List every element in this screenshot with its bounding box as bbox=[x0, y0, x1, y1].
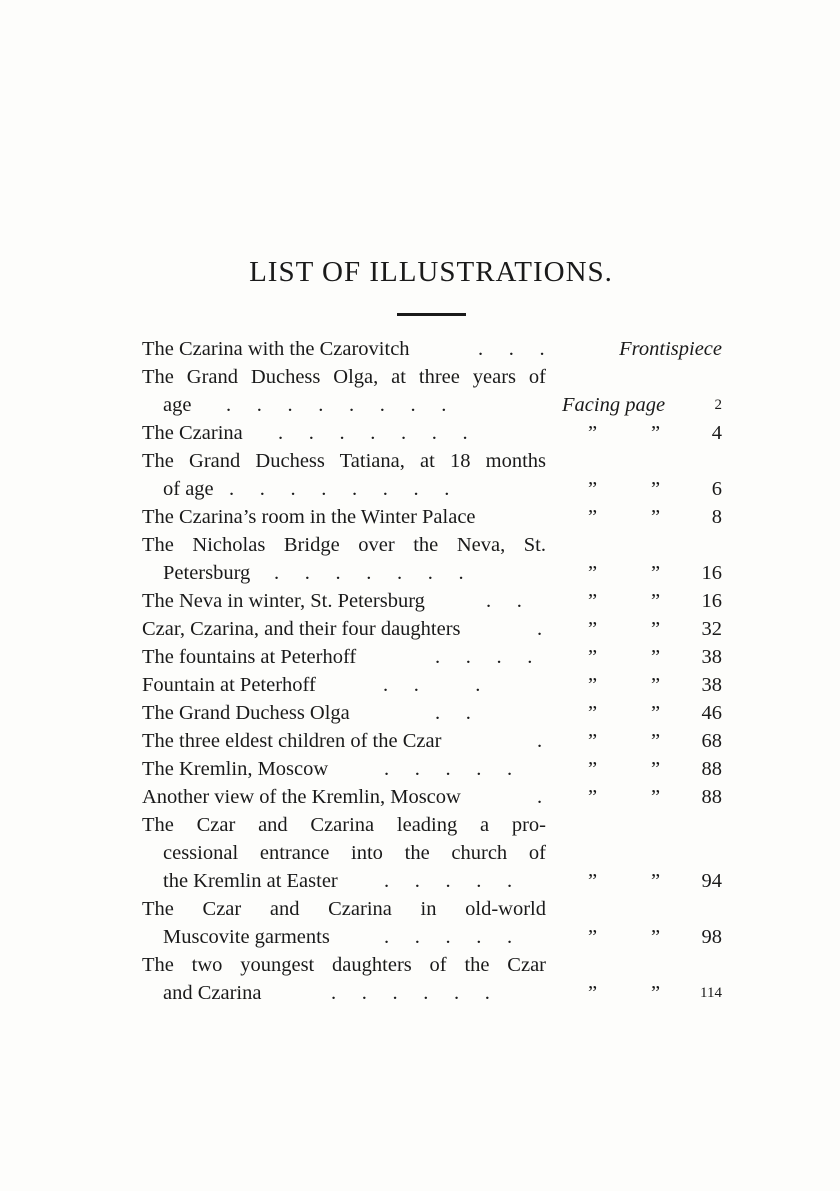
entry-title: The two youngest daughters of the Czar bbox=[142, 954, 546, 976]
list-entry-two-youngest bbox=[0, 951, 840, 979]
list-entry-winter-palace bbox=[0, 503, 840, 531]
ditto-mark: ” bbox=[588, 674, 598, 696]
entry-leader: . . . . . . bbox=[331, 982, 490, 1004]
entry-title: Petersburg bbox=[163, 562, 251, 584]
entry-page: 16 bbox=[701, 562, 722, 584]
ditto-mark: ” bbox=[588, 926, 598, 948]
entry-title: The three eldest children of the Czar bbox=[142, 730, 442, 752]
entry-title: Muscovite garments bbox=[163, 926, 330, 948]
ditto-mark: ” bbox=[588, 982, 598, 1004]
entry-leader: . . . . . . . bbox=[274, 562, 464, 584]
entry-page: 38 bbox=[701, 674, 722, 696]
entry-leader: . . . . bbox=[435, 646, 533, 668]
ditto-mark: ” bbox=[588, 618, 598, 640]
list-entry-neva-winter bbox=[0, 587, 840, 615]
entry-page: 16 bbox=[701, 590, 722, 612]
entry-title: The Kremlin, Moscow bbox=[142, 758, 329, 780]
ditto-mark: ” bbox=[651, 702, 661, 724]
ditto-mark: ” bbox=[588, 562, 598, 584]
list-entry-old-world-continued bbox=[0, 923, 840, 951]
ditto-mark: ” bbox=[651, 478, 661, 500]
entry-reference: Frontispiece bbox=[619, 338, 722, 360]
list-entry-nicholas-bridge-continued bbox=[0, 559, 840, 587]
entry-title: The Czarina with the Czarovitch bbox=[142, 338, 410, 360]
ditto-mark: ” bbox=[588, 506, 598, 528]
ditto-mark: ” bbox=[651, 506, 661, 528]
ditto-mark: ” bbox=[588, 478, 598, 500]
ditto-mark: ” bbox=[651, 758, 661, 780]
entry-title: The Grand Duchess Olga, at three years of bbox=[142, 366, 546, 388]
entry-title: The Grand Duchess Tatiana, at 18 months bbox=[142, 450, 546, 472]
ditto-mark: ” bbox=[651, 926, 661, 948]
list-entry-grand-duchess-olga bbox=[0, 699, 840, 727]
ditto-mark: ” bbox=[588, 422, 598, 444]
ditto-mark: ” bbox=[588, 590, 598, 612]
entry-leader: . . bbox=[435, 702, 471, 724]
list-entry-olga-three-years bbox=[0, 363, 840, 391]
entry-leader: . . . . . bbox=[384, 870, 513, 892]
entry-page: 94 bbox=[701, 870, 722, 892]
ditto-mark: ” bbox=[651, 422, 661, 444]
entry-leader: . . . bbox=[478, 338, 545, 360]
entry-page: 88 bbox=[701, 786, 722, 808]
entry-leader: . bbox=[537, 786, 543, 808]
entry-title: The fountains at Peterhoff bbox=[142, 646, 357, 668]
list-entry-processional-end bbox=[0, 867, 840, 895]
ditto-mark: ” bbox=[651, 786, 661, 808]
page-title: LIST OF ILLUSTRATIONS. bbox=[249, 256, 613, 288]
list-entry-nicholas-bridge bbox=[0, 531, 840, 559]
entry-title: The Czarina bbox=[142, 422, 243, 444]
ditto-mark: ” bbox=[588, 730, 598, 752]
entry-page: 114 bbox=[700, 985, 722, 1001]
list-entry-kremlin bbox=[0, 755, 840, 783]
entry-leader: . . . . . . . bbox=[278, 422, 468, 444]
entry-page: 6 bbox=[711, 478, 722, 500]
entry-leader: . bbox=[537, 730, 543, 752]
entry-leader: . . . . . . . . bbox=[226, 394, 447, 416]
entry-leader: . . . . . bbox=[384, 926, 513, 948]
list-entry-czarina bbox=[0, 419, 840, 447]
entry-page: 88 bbox=[701, 758, 722, 780]
entry-page: 98 bbox=[701, 926, 722, 948]
entry-leader: . . . . . . . . bbox=[229, 478, 450, 500]
list-entry-four-daughters bbox=[0, 615, 840, 643]
list-entry-czarina-czarovitch bbox=[0, 335, 840, 363]
ditto-mark: ” bbox=[651, 590, 661, 612]
ditto-mark: ” bbox=[651, 646, 661, 668]
entry-title: and Czarina bbox=[163, 982, 262, 1004]
entry-title: The Neva in winter, St. Petersburg bbox=[142, 590, 425, 612]
ditto-mark: ” bbox=[651, 674, 661, 696]
ditto-mark: ” bbox=[651, 730, 661, 752]
entry-title: The Czar and Czarina leading a pro- bbox=[142, 814, 546, 836]
entry-title: cessional entrance into the church of bbox=[163, 842, 546, 864]
list-entry-fountain-peterhoff bbox=[0, 671, 840, 699]
list-entry-kremlin-another-view bbox=[0, 783, 840, 811]
list-entry-old-world bbox=[0, 895, 840, 923]
entry-page: 2 bbox=[714, 397, 722, 413]
entry-leader: . . . . . bbox=[384, 758, 513, 780]
list-entry-processional bbox=[0, 811, 840, 839]
entry-page: 46 bbox=[701, 702, 722, 724]
entry-page: 38 bbox=[701, 646, 722, 668]
entry-title: the Kremlin at Easter bbox=[163, 870, 338, 892]
entry-title: age bbox=[163, 394, 192, 416]
entry-title: Czar, Czarina, and their four daughters bbox=[142, 618, 461, 640]
list-entry-three-eldest bbox=[0, 727, 840, 755]
ditto-mark: ” bbox=[588, 702, 598, 724]
ditto-mark: ” bbox=[651, 982, 661, 1004]
entry-leader: . . . bbox=[383, 674, 481, 696]
list-entry-two-youngest-continued bbox=[0, 979, 840, 1007]
list-entry-fountains-peterhoff bbox=[0, 643, 840, 671]
ditto-mark: ” bbox=[588, 786, 598, 808]
ditto-mark: ” bbox=[588, 646, 598, 668]
ditto-mark: ” bbox=[588, 870, 598, 892]
entry-title: The Grand Duchess Olga bbox=[142, 702, 350, 724]
list-entry-tatiana bbox=[0, 447, 840, 475]
list-entry-tatiana-continued bbox=[0, 475, 840, 503]
entry-page: 4 bbox=[711, 422, 722, 444]
ditto-mark: ” bbox=[651, 562, 661, 584]
ditto-mark: ” bbox=[651, 618, 661, 640]
entry-title: The Czar and Czarina in old-world bbox=[142, 898, 546, 920]
ditto-mark: ” bbox=[651, 870, 661, 892]
entry-reference: Facing page bbox=[562, 394, 666, 416]
entry-leader: . bbox=[537, 618, 543, 640]
entry-title: of age bbox=[163, 478, 214, 500]
title-rule bbox=[397, 313, 466, 316]
entry-leader: . . bbox=[486, 590, 522, 612]
entry-title: Another view of the Kremlin, Moscow bbox=[142, 786, 461, 808]
entry-page: 8 bbox=[711, 506, 722, 528]
entry-title: Fountain at Peterhoff bbox=[142, 674, 316, 696]
list-entry-processional-continued bbox=[0, 839, 840, 867]
entry-title: The Czarina’s room in the Winter Palace bbox=[142, 506, 476, 528]
ditto-mark: ” bbox=[588, 758, 598, 780]
entry-title: The Nicholas Bridge over the Neva, St. bbox=[142, 534, 546, 556]
list-entry-olga-three-years-continued bbox=[0, 391, 840, 419]
entry-page: 68 bbox=[701, 730, 722, 752]
entry-page: 32 bbox=[701, 618, 722, 640]
illustration-list bbox=[0, 335, 840, 1007]
